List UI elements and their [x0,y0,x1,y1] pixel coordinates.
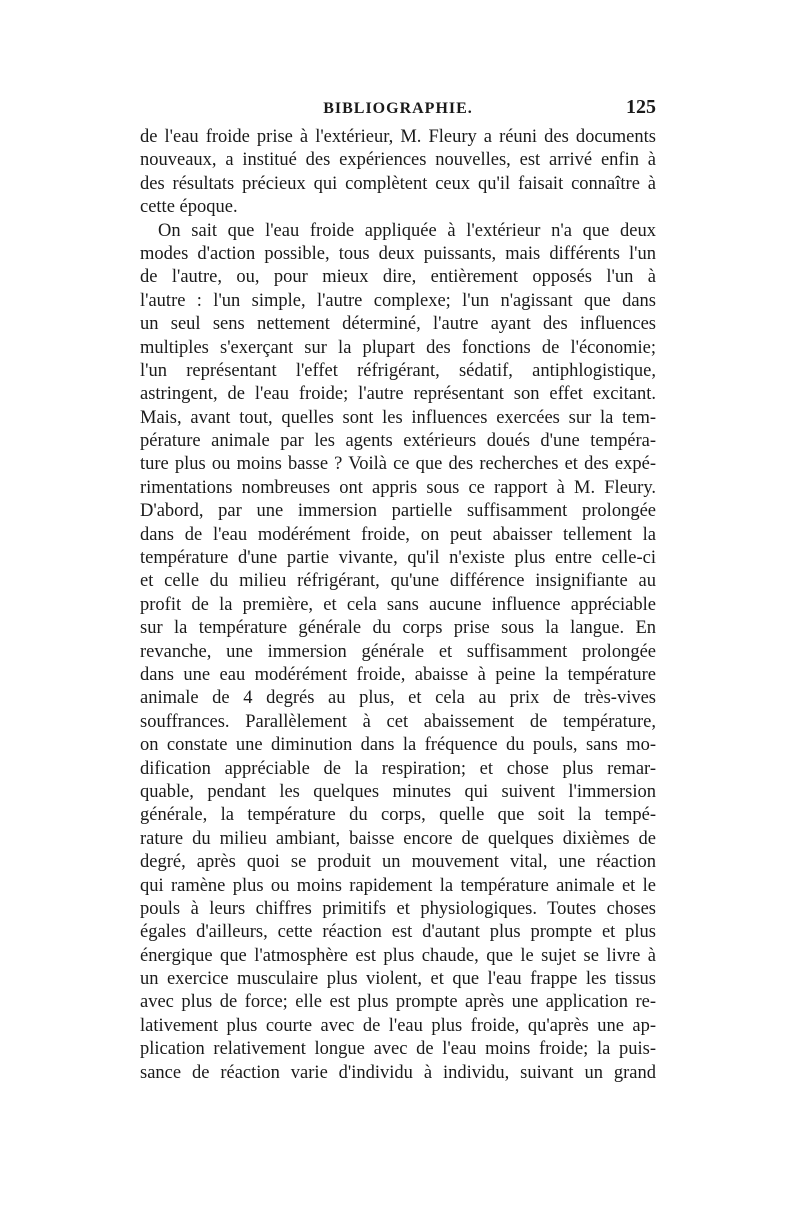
text-line: énergique que l'atmosphère est plus chaude, que le sujet se livre à [140,945,656,966]
page-header [140,96,656,126]
text-line: on constate une diminution dans la fréquence du pouls, sans mo- [140,735,656,756]
text-line: D'abord, par une immersion partielle suffisamment prolongée [140,501,656,522]
text-line: On sait que l'eau froide appliquée à l'extérieur n'a que deux [158,220,656,241]
text-line: degré, après quoi se produit un mouvement vital, une réaction [140,852,656,873]
text-line: l'un représentant l'effet réfrigérant, sédatif, antiphlogistique, [140,360,656,381]
text-line: animale de 4 degrés au plus, et cela au prix de très-vives [140,688,656,709]
text-line: un seul sens nettement déterminé, l'autre ayant des influences [140,314,656,335]
text-line: et celle du milieu réfrigérant, qu'une différence insignifiante au [140,571,656,592]
text-line: des résultats précieux qui complètent ceux qu'il faisait connaître à [140,173,656,194]
text-line: dans une eau modérément froide, abaisse à peine la température [140,664,656,685]
paragraph-2 [140,220,656,1085]
text-line: profit de la première, et cela sans aucune influence appréciable [140,594,656,615]
page-number: 125 [626,96,656,118]
text-line: de l'autre, ou, pour mieux dire, entièrement opposés l'un à [140,267,656,288]
text-line: générale, la température du corps, quelle que soit la tempé- [140,805,656,826]
text-line: de l'eau froide prise à l'extérieur, M. Fleury a réuni des documents [140,127,656,147]
running-title: BIBLIOGRAPHIE. [323,100,473,117]
book-page [140,96,656,1085]
text-line: modes d'action possible, tous deux puissants, mais différents l'un [140,243,656,264]
text-line: revanche, une immersion générale et suffisamment prolongée [140,641,656,662]
text-line: lativement plus courte avec de l'eau plus froide, qu'après une ap- [140,1015,656,1036]
text-line: sance de réaction varie d'individu à individu, suivant un grand [140,1062,656,1083]
text-line: qui ramène plus ou moins rapidement la température animale et le [140,875,656,896]
body-text [140,126,656,1085]
text-line: dification appréciable de la respiration; et chose plus remar- [140,758,656,779]
text-line: pérature animale par les agents extérieurs doués d'une tempéra- [140,431,656,452]
text-line: nouveaux, a institué des expériences nouvelles, est arrivé enfin à [140,150,656,171]
text-line: cette époque. [140,197,238,218]
text-line: égales d'ailleurs, cette réaction est d'autant plus prompte et plus [140,922,656,943]
text-line: dans de l'eau modérément froide, on peut abaisser tellement la [140,524,656,545]
text-line: l'autre : l'un simple, l'autre complexe; l'un n'agissant que dans [140,290,656,311]
text-line: astringent, de l'eau froide; l'autre représentant son effet excitant. [140,384,656,405]
text-line: température d'une partie vivante, qu'il n'existe plus entre celle-ci [140,548,656,569]
text-line: un exercice musculaire plus violent, et que l'eau frappe les tissus [140,969,656,990]
text-line: Mais, avant tout, quelles sont les influences exercées sur la tem- [140,407,656,428]
text-line: rature du milieu ambiant, baisse encore de quelques dixièmes de [140,828,656,849]
text-line: ture plus ou moins basse ? Voilà ce que des recherches et des expé- [140,454,656,475]
text-line: multiples s'exerçant sur la plupart des fonctions de l'économie; [140,337,656,358]
paragraph-1 [140,126,656,220]
text-line: rimentations nombreuses ont appris sous ce rapport à M. Fleury. [140,477,656,498]
text-line: quable, pendant les quelques minutes qui suivent l'immersion [140,781,656,802]
text-line: souffrances. Parallèlement à cet abaissement de température, [140,711,656,732]
text-line: pouls à leurs chiffres primitifs et physiologiques. Toutes choses [140,898,656,919]
text-line: plication relativement longue avec de l'eau moins froide; la puis- [140,1039,656,1060]
text-line: sur la température générale du corps prise sous la langue. En [140,618,656,639]
text-line: avec plus de force; elle est plus prompte après une application re- [140,992,656,1013]
